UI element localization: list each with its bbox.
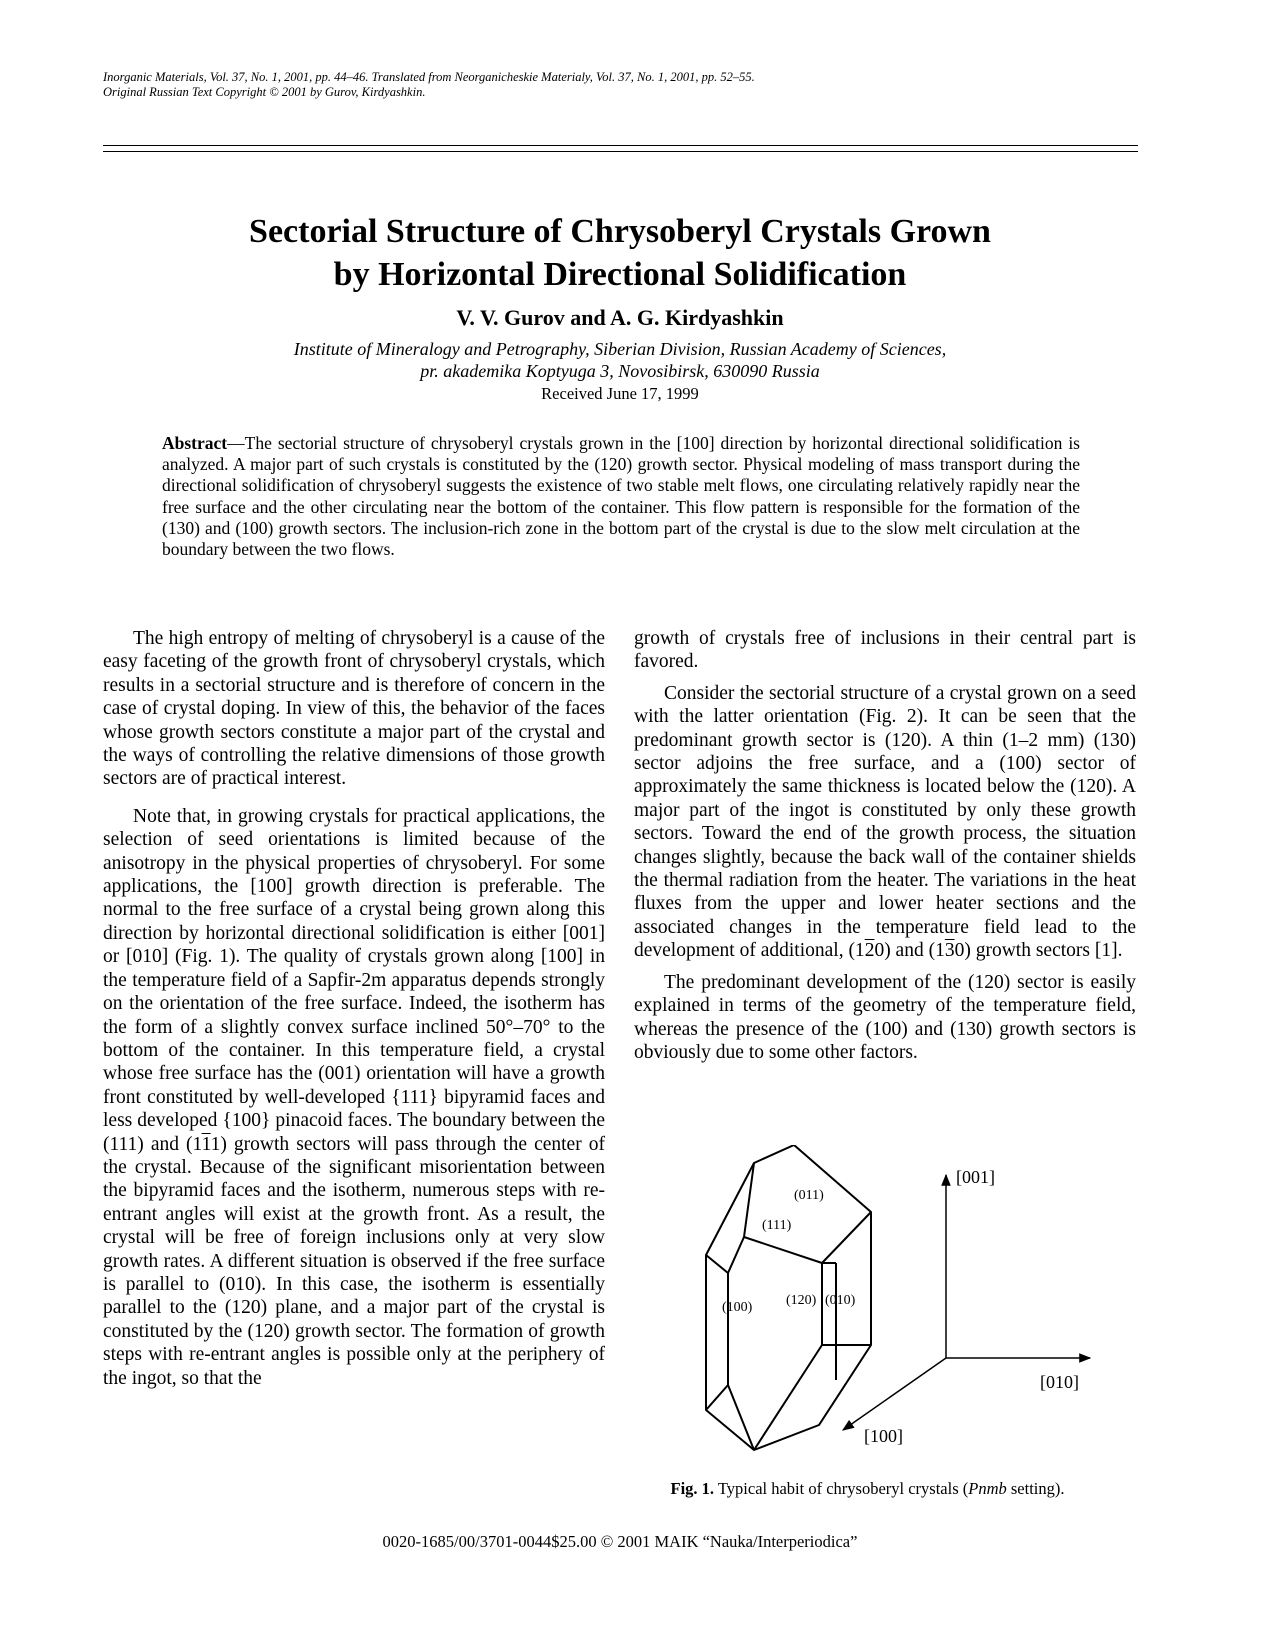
right-paragraph-1: growth of crystals free of inclusions in their central part is favored. <box>634 628 1136 673</box>
overbar-digit: 1 <box>201 1133 211 1155</box>
affiliation-line-2: pr. akademika Koptyuga 3, Novosibirsk, 630090 Russia <box>420 361 820 381</box>
crystal-edge <box>706 1255 728 1273</box>
left-paragraph-1: The high entropy of melting of chrysoberyl is a cause of the easy faceting of the growth front of chrysoberyl crystals, which results in a sectorial structure and is therefore of concern in the case of crystal doping. In view of this, the behavior of the faces whose growth sectors constitute a major part of the crystal and the ways of controlling the relative dimensions of those growth sectors are of practical interest. <box>103 628 605 790</box>
crystal-edge <box>728 1237 744 1273</box>
authors: V. V. Gurov and A. G. Kirdyashkin <box>456 305 784 330</box>
header-rule-bottom <box>103 151 1138 152</box>
abstract-text: —The sectorial structure of chrysoberyl crystals grown in the [100] direction by horizontal directional solidification is analyzed. A major part of such crystals is constituted by the (120) growth sector. Physical modeling of mass transport during the directional solidification of chrysoberyl suggests the existence of two stable melt flows, one circulating relatively rapidly near the free surface and the other circulating near the bottom of the container. This flow pattern is responsible for the formation of the (130) and (100) growth sectors. The inclusion-rich zone in the bottom part of the crystal is due to the slow melt circulation at the boundary between the two flows. <box>162 433 1080 560</box>
abstract <box>162 433 1080 560</box>
copyright-line: Original Russian Text Copyright © 2001 by Gurov, Kirdyashkin. <box>103 85 426 99</box>
axis-labels <box>864 1167 1079 1446</box>
axis-100-arrow <box>843 1358 946 1430</box>
crystal-edge <box>706 1385 728 1410</box>
title-line-1: Sectorial Structure of Chrysoberyl Crystals Grown <box>249 213 991 250</box>
right-column <box>634 627 1136 1064</box>
journal-header <box>103 70 1133 100</box>
received-date: Received June 17, 1999 <box>541 384 699 403</box>
crystal-edge <box>744 1237 822 1263</box>
figure-1-crystal-habit <box>636 1145 1106 1475</box>
header-rule-top <box>103 145 1138 146</box>
axis-label-100: [100] <box>864 1426 903 1446</box>
journal-citation: Inorganic Materials, Vol. 37, No. 1, 2001, pp. 44–46. Translated from Neorganicheskie Materialy, Vol. 37, No. 1, 2001, pp. 52–55. <box>103 70 755 84</box>
overbar-digit: 3 <box>944 940 955 962</box>
affiliation-line-1: Institute of Mineralogy and Petrography, Siberian Division, Russian Academy of Sciences, <box>293 339 947 359</box>
right-paragraph-2: Consider the sectorial structure of a crystal grown on a seed with the latter orientation (Fig. 2). It can be seen that the predominant growth sector is (120). A thin (1–2 mm) (130) sector adjoins the free surface, and a (100) sector of approximately the same thickness is located below the (120). A major part of the ingot is constituted by only these growth sectors. Toward the end of the growth process, the situation changes slightly, because the back wall of the container shields the thermal radiation from the heater. The variations in the heat fluxes from the upper and lower heater sections and the associated changes in the temperature field lead to the development of additional, (120) and (130) growth sectors [1]. <box>634 682 1136 962</box>
crystal-edge <box>754 1345 822 1450</box>
footer-code: 0020-1685/00/3701-0044$25.00 © 2001 MAIK “Nauka/Interperiodica” <box>382 1532 858 1551</box>
figure-caption: Fig. 1. Typical habit of chrysoberyl crystals (Pnmb setting). <box>670 1479 1065 1498</box>
face-label-111: (111) <box>762 1218 792 1233</box>
title-line-2: by Horizontal Directional Solidification <box>333 256 907 293</box>
face-label-120: (120) <box>786 1293 817 1308</box>
left-paragraph-2: Note that, in growing crystals for practical applications, the selection of seed orientations is limited because of the anisotropy in the physical properties of chrysoberyl. For some applications, the [100] growth direction is preferable. The normal to the free surface of a crystal being grown along this direction by horizontal directional solidification is either [001] or [010] (Fig. 1). The quality of crystals grown along [100] in the temperature field of a Sapfir-2m apparatus depends strongly on the orientation of the free surface. Indeed, the isotherm has the form of a slightly convex surface inclined 50°–70° to the bottom of the container. In this temperature field, a crystal whose free surface has the (001) orientation will have a growth front constituted by well-developed {111} bipyramid faces and less developed {100} pinacoid faces. The boundary between the (111) and (111) growth sectors will pass through the center of the crystal. Because of the significant misorientation between the bipyramid faces and the isotherm, numerous steps with re-entrant angles will exist at the growth front. As a result, the crystal will be free of foreign inclusions only at very slow growth rates. A different situation is observed if the free surface is parallel to (010). In this case, the isotherm is essentially parallel to the (120) plane, and a major part of the crystal is constituted by the (120) growth sector. The formation of growth steps with re-entrant angles is possible only at the periphery of the ingot, so that the <box>103 805 605 1389</box>
face-label-100: (100) <box>722 1300 753 1315</box>
axis-label-001: [001] <box>956 1167 995 1187</box>
left-column <box>103 627 605 1390</box>
axis-label-010: [010] <box>1040 1372 1079 1392</box>
abstract-label: Abstract <box>162 433 228 453</box>
affiliation <box>0 338 1240 382</box>
face-label-010: (010) <box>825 1293 856 1308</box>
overbar-digit: 2 <box>864 940 875 962</box>
crystal-edge <box>822 1212 871 1263</box>
right-paragraph-3: The predominant development of the (120) sector is easily explained in terms of the geometry of the temperature field, whereas the presence of the (100) and (130) growth sectors is obviously due to some other factors. <box>634 971 1136 1063</box>
paper-title <box>0 210 1240 296</box>
face-label-011: (011) <box>794 1188 824 1203</box>
caption-setting: Pnmb <box>968 1479 1007 1498</box>
caption-label: Fig. 1. <box>670 1479 715 1498</box>
